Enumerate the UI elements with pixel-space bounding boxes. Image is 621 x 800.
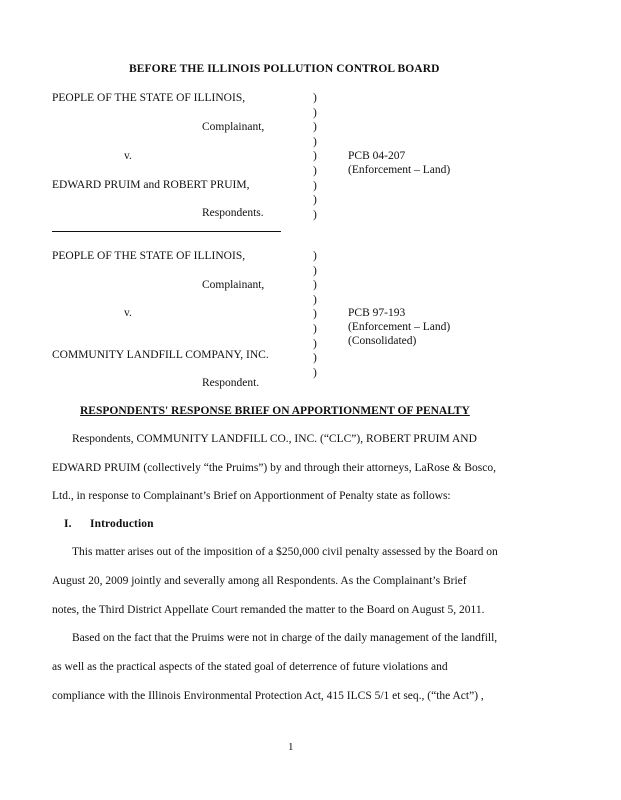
caption2-case-number: PCB 97-193 [348, 307, 406, 319]
caption1-plaintiff-role: Complainant, [202, 121, 265, 133]
para2-line-3: compliance with the Illinois Environmental Protection Act, 415 ILCS 5/1 et seq., (“the Act”) , [52, 690, 484, 702]
intro-line-1: Respondents, COMMUNITY LANDFILL CO., INC. (“CLC”), ROBERT PRUIM AND [72, 433, 477, 445]
caption1-paren-column: ) ) ) ) ) ) ) ) ) [313, 92, 317, 221]
page-number: 1 [288, 741, 294, 753]
caption1-case-type: (Enforcement – Land) [348, 164, 451, 176]
caption1-versus: v. [124, 150, 132, 162]
intro-line-2: EDWARD PRUIM (collectively “the Pruims”) by and through their attorneys, LaRose & Bosco, [52, 462, 496, 474]
caption2-plaintiff-role: Complainant, [202, 279, 265, 291]
intro-line-3: Ltd., in response to Complainant’s Brief on Apportionment of Penalty state as follows: [52, 490, 451, 502]
para2-line-2: as well as the practical aspects of the stated goal of deterrence of future violations and [52, 661, 448, 673]
caption2-defendant: COMMUNITY LANDFILL COMPANY, INC. [52, 349, 269, 361]
brief-title: RESPONDENTS' RESPONSE BRIEF ON APPORTIONMENT OF PENALTY [80, 405, 470, 417]
caption2-plaintiff: PEOPLE OF THE STATE OF ILLINOIS, [52, 250, 246, 262]
para1-line-3: notes, the Third District Appellate Court remanded the matter to the Board on August 5, 2011. [52, 604, 485, 616]
caption2-versus: v. [124, 307, 132, 319]
caption2-defendant-role: Respondent. [202, 377, 260, 389]
para1-line-1: This matter arises out of the imposition of a $250,000 civil penalty assessed by the Board on [72, 546, 498, 558]
caption2-consolidated: (Consolidated) [348, 335, 417, 347]
caption1-defendant: EDWARD PRUIM and ROBERT PRUIM, [52, 179, 250, 191]
document-title: BEFORE THE ILLINOIS POLLUTION CONTROL BOARD [129, 63, 440, 75]
caption2-case-type: (Enforcement – Land) [348, 321, 451, 333]
caption-divider [52, 231, 281, 232]
para1-line-2: August 20, 2009 jointly and severally among all Respondents. As the Complainant’s Brief [52, 575, 467, 587]
para2-line-1: Based on the fact that the Pruims were not in charge of the daily management of the landfill, [72, 632, 498, 644]
section-title: Introduction [90, 518, 154, 530]
caption1-case-number: PCB 04-207 [348, 150, 406, 162]
caption1-plaintiff: PEOPLE OF THE STATE OF ILLINOIS, [52, 92, 246, 104]
caption2-paren-column: ) ) ) ) ) ) ) ) ) [313, 250, 317, 379]
section-number: I. [64, 518, 72, 530]
caption1-defendant-role: Respondents. [202, 207, 264, 219]
